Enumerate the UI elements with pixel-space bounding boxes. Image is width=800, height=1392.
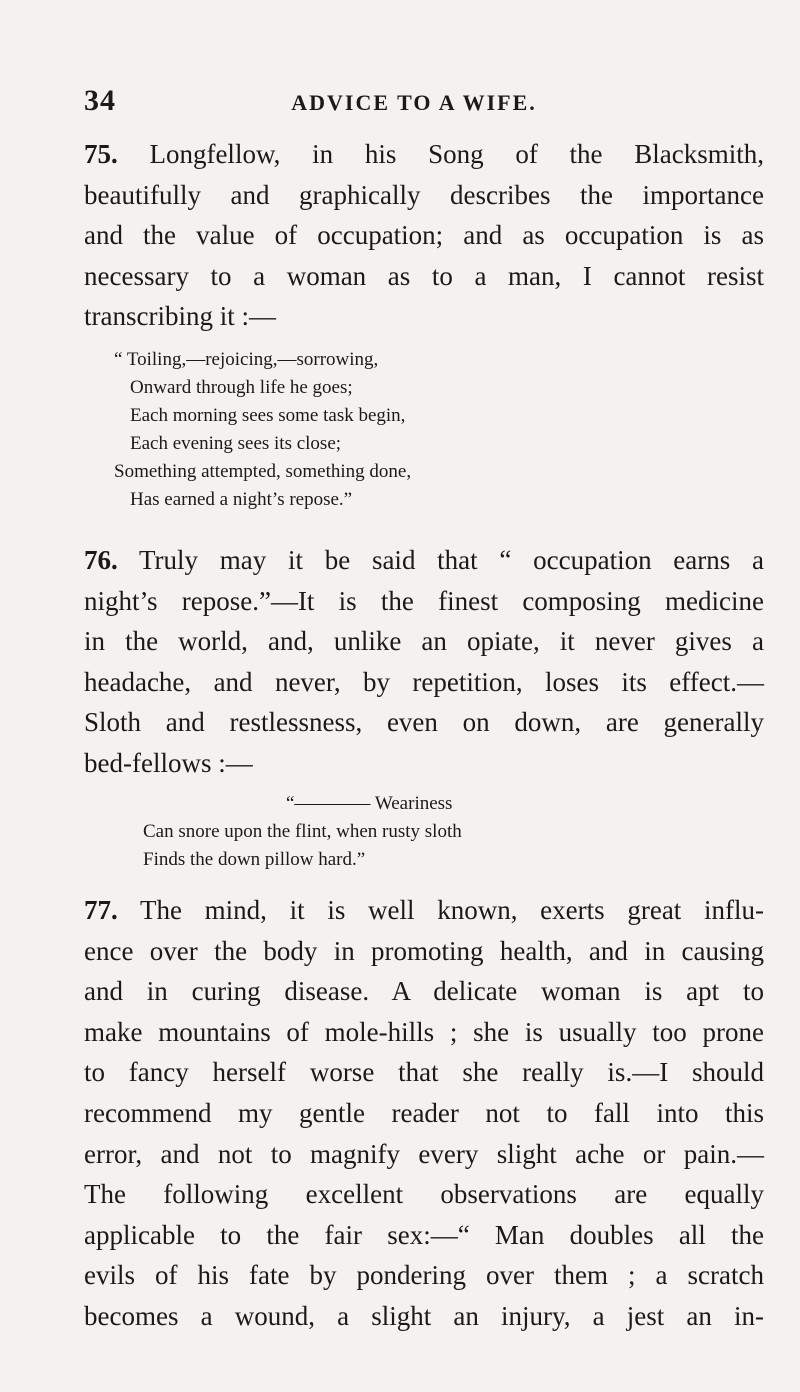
paragraph-line: The following excellent observations are equally — [84, 1179, 764, 1210]
poem-line: Finds the down pillow hard.” — [143, 849, 366, 870]
paragraph-line: in the world, and, unlike an opiate, it never gives a — [84, 626, 764, 657]
paragraph-line: ence over the body in promoting health, and in causing — [84, 935, 764, 966]
poem-line: Onward through life he goes; — [130, 377, 353, 398]
paragraph-line: error, and not to magnify every slight ache or pain.— — [84, 1138, 764, 1169]
poem-line: Each morning sees some task begin, — [130, 405, 406, 426]
page-header — [84, 84, 744, 120]
paragraph-number: 75. — [84, 139, 118, 169]
paragraph-line: applicable to the fair sex:—“ Man doubles all the — [84, 1219, 764, 1250]
paragraph-line: and in curing disease. A delicate woman is apt to — [84, 976, 764, 1007]
paragraph-number: 76. — [84, 545, 118, 575]
poem-line: “———— Weariness — [286, 793, 453, 814]
poem-line: Each evening sees its close; — [130, 433, 342, 454]
paragraph-line: beautifully and graphically describes the importance — [84, 179, 764, 210]
paragraph-number: 77. — [84, 895, 118, 925]
paragraph-line: transcribing it :— — [84, 301, 276, 332]
paragraph-line: night’s repose.”—It is the finest composing medicine — [84, 585, 764, 616]
paragraph-line: Sloth and restlessness, even on down, are generally — [84, 707, 764, 738]
paragraph-line: becomes a wound, a slight an injury, a jest an in- — [84, 1300, 764, 1331]
poem-line: Has earned a night’s repose.” — [130, 489, 353, 510]
paragraph-line: 77. The mind, it is well known, exerts great influ- — [84, 895, 764, 925]
paragraph-76 — [84, 540, 764, 784]
paragraph-line: headache, and never, by repetition, loses its effect.— — [84, 666, 764, 697]
paragraph-77 — [84, 890, 764, 1337]
poem-line: Can snore upon the flint, when rusty sloth — [143, 821, 462, 842]
poem-line: Something attempted, something done, — [114, 461, 412, 482]
paragraph-line: make mountains of mole-hills ; she is usually too prone — [84, 1016, 764, 1047]
paragraph-line: 75. Longfellow, in his Song of the Blacksmith, — [84, 139, 764, 169]
poem-line: “ Toiling,—rejoicing,—sorrowing, — [114, 349, 379, 370]
paragraph-line: to fancy herself worse that she really is.—I should — [84, 1057, 764, 1088]
paragraph-line: bed-fellows :— — [84, 747, 253, 778]
paragraph-75 — [84, 134, 764, 337]
paragraph-line: recommend my gentle reader not to fall into this — [84, 1097, 764, 1128]
paragraph-line: necessary to a woman as to a man, I cannot resist — [84, 260, 764, 291]
paragraph-line: 76. Truly may it be said that “ occupation earns a — [84, 545, 764, 575]
paragraph-line: and the value of occupation; and as occupation is as — [84, 220, 764, 251]
page-number: 34 — [84, 84, 116, 117]
running-head: ADVICE TO A WIFE. — [291, 90, 537, 115]
paragraph-line: evils of his fate by pondering over them ; a scratch — [84, 1260, 764, 1291]
